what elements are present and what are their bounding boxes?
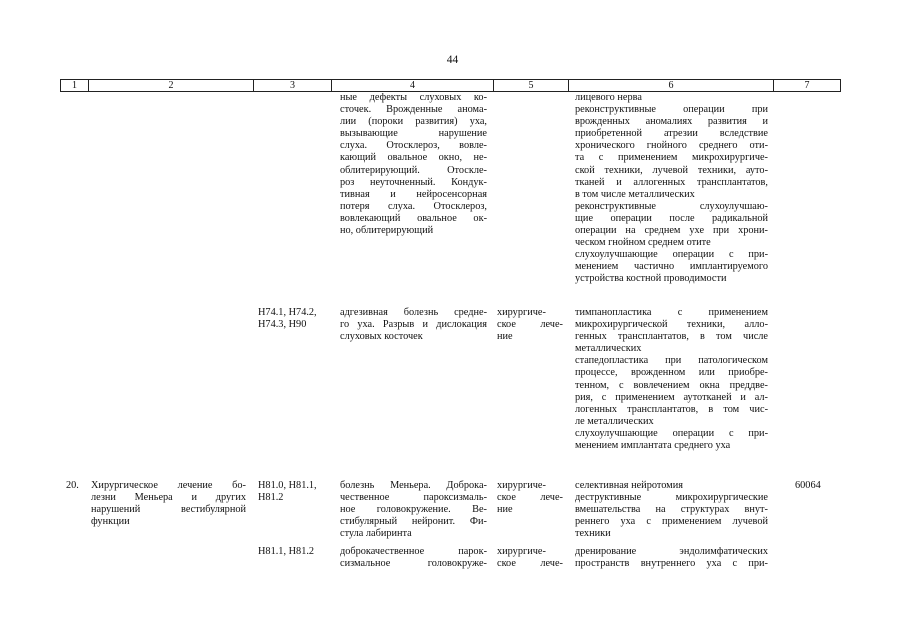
block-d-codes: H81.1, H81.2 xyxy=(258,546,315,557)
header-col-2: 2 xyxy=(88,80,253,91)
block-b-treatment-type: хирургиче- ское лече- ние xyxy=(497,307,563,343)
header-col-1: 1 xyxy=(60,80,88,91)
block-d-methods: дренирование эндолимфатических пространств внутреннего уха с при- xyxy=(575,546,768,570)
block-d-diagnosis: доброкачественное парок- сизмальное головокруже- xyxy=(340,546,487,570)
block-c-profile: Хирургическое лечение бо- лезни Меньера и других нарушений вестибулярной функции xyxy=(91,480,246,528)
block-c-diagnosis: болезнь Меньера. Доброка- чественное пароксизмаль- ное головокружение. Ве- стибулярный нейронит. Фи- стула лабиринта xyxy=(340,480,487,540)
block-a-methods: лицевого нерва реконструктивные операции при врожденных аномалиях развития и приобретенной атрезии вследствие хронического гнойного среднего оти- та с применением микрохирургиче- ской техники, лучевой техники, ауто- тканей и аллогенных трансплантатов, в том числе металлических реконструктивные слухоулучшаю- щие операции после радикальной операции на среднем ухе при хрони- ческом гнойном среднем отите слухоулучшающие операции с при- менением частично имплантируемого устройства костной проводимости xyxy=(575,92,768,285)
header-col-4: 4 xyxy=(331,80,493,91)
table-header xyxy=(60,79,841,92)
header-col-3: 3 xyxy=(253,80,331,91)
header-col-7: 7 xyxy=(773,80,841,91)
block-c-row-number: 20. xyxy=(66,480,79,491)
block-b-codes: H74.1, H74.2, H74.3, H90 xyxy=(258,307,317,331)
header-col-5: 5 xyxy=(493,80,568,91)
block-d-treatment-type: хирургиче- ское лече- xyxy=(497,546,563,570)
block-b-methods: тимпанопластика с применением микрохирургической техники, алло- генных трансплантатов, в том числе металлических стапедопластика при патологическом процессе, врожденном или приобре- тенном, с вовлечением окна преддве- рия, с применением аутотканей и ал- логенных трансплантатов, в том чис- ле металлических слухоулучшающие операции с при- менением имплантата среднего уха xyxy=(575,307,768,452)
block-c-treatment-type: хирургиче- ское лече- ние xyxy=(497,480,563,516)
block-b-diagnosis: адгезивная болезнь средне- го уха. Разрыв и дислокация слуховых косточек xyxy=(340,307,487,343)
block-c-cost: 60064 xyxy=(795,480,821,491)
page-number: 44 xyxy=(446,54,459,66)
header-col-6: 6 xyxy=(568,80,773,91)
block-c-methods: селективная нейротомия деструктивные микрохирургические вмешательства на структурах внут- реннего уха с применением лучевой техники xyxy=(575,480,768,540)
block-c-codes: H81.0, H81.1, H81.2 xyxy=(258,480,317,504)
block-a-diagnosis: ные дефекты слуховых ко- сточек. Врожденные анома- лии (пороки развития) уха, вызывающие нарушение слуха. Отосклероз, вовле- кающий овальное окно, не- облитерирующий. Отоскле- роз неуточненный. Кондук- тивная и нейросенсорная потеря слуха. Отосклероз, вовлекающий овальное ок- но, облитерирующий xyxy=(340,92,487,237)
